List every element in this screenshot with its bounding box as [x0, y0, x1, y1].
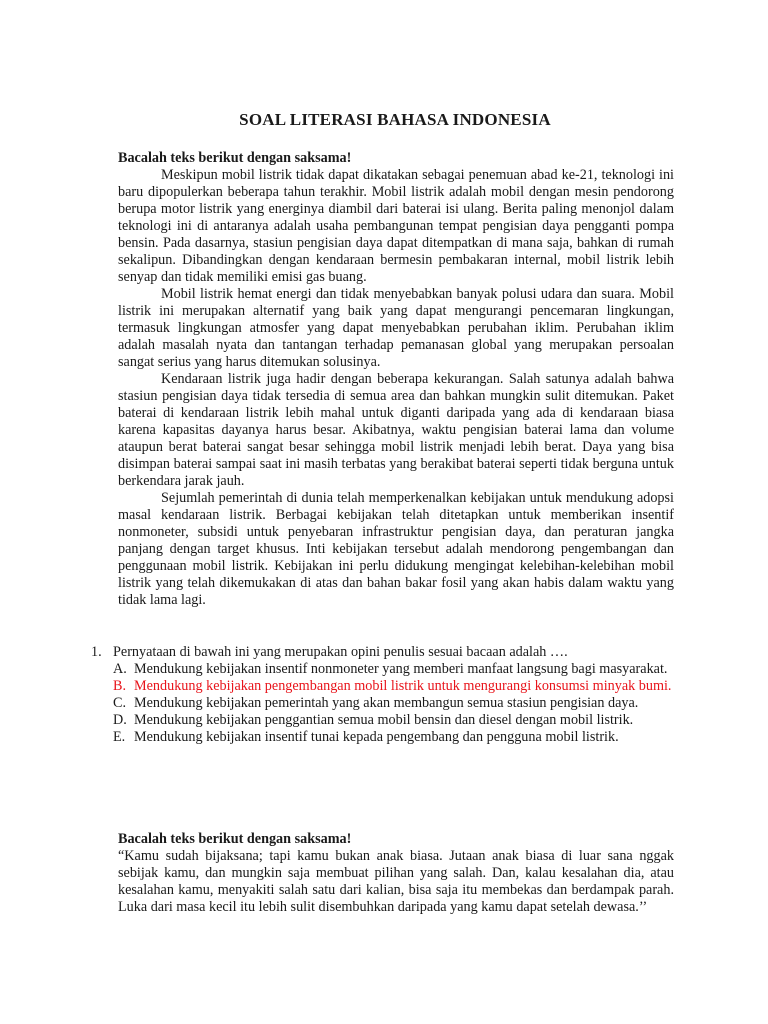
option-b-correct[interactable] — [113, 678, 674, 695]
option-letter: B. — [113, 678, 127, 694]
paragraph-4: Sejumlah pemerintah di dunia telah memperkenalkan kebijakan untuk mendukung adopsi masal kendaraan listrik. Berbagai kebijakan telah ditetapkan untuk memberikan insentif nonmoneter, subsidi untuk penyebaran infrastruktur pengisian daya, dan peraturan jangka panjang dengan target khusus. Inti kebijakan tersebut adalah mendorong pengembangan dan penggunaan mobil listrik. Kebijakan ini perlu didukung mengingat kelebihan-kelebihan mobil listrik yang telah dikemukakan di atas dan bahan bakar fosil yang akan habis dalam waktu yang tidak lama lagi. — [118, 490, 674, 608]
question-stem — [91, 644, 674, 661]
option-text: Mendukung kebijakan insentif tunai kepada pengembang dan pengguna mobil listrik. — [134, 729, 619, 745]
option-letter: C. — [113, 695, 127, 711]
option-text: Mendukung kebijakan pemerintah yang akan membangun semua stasiun pengisian daya. — [134, 695, 639, 711]
paragraph-2: Mobil listrik hemat energi dan tidak menyebabkan banyak polusi udara dan suara. Mobil listrik ini merupakan alternatif yang baik yang dapat mengurangi pencemaran lingkungan, termasuk lingkungan atmosfer yang dapat menyebabkan perubahan iklim. Perubahan iklim adalah masalah nyata dan tantangan terhadap pemanasan global yang merupakan persoalan sangat serius yang harus ditemukan solusinya. — [118, 286, 674, 370]
quote-paragraph: “Kamu sudah bijaksana; tapi kamu bukan anak biasa. Jutaan anak biasa di luar sana nggak sebijak kamu, dan mungkin saja membuat pilihan yang salah. Dan, kalau kesalahan dia, atau kesalahan kamu, menyakiti salah satu dari kalian, bisa saja itu membekas dan berdampak parah. Luka dari masa kecil itu lebih sulit disembuhkan daripada yang kamu dapat setelah dewasa.’’ — [118, 848, 674, 915]
section-2-heading: Bacalah teks berikut dengan saksama! — [118, 831, 352, 847]
paragraph-1: Meskipun mobil listrik tidak dapat dikatakan sebagai penemuan abad ke-21, teknologi ini baru dipopulerkan beberapa tahun terakhir. Mobil listrik adalah mobil dengan mesin pendorong berupa motor listrik yang energinya diambil dari baterai isi ulang. Berita paling menonjol dalam teknologi ini di antaranya adalah usaha pembangunan tempat pengisian daya pengganti pompa bensin. Pada dasarnya, stasiun pengisian daya dapat ditempatkan di mana saja, bahkan di rumah sekalipun. Dibandingkan dengan kendaraan bermesin pembakaran internal, mobil listrik lebih senyap dan tidak memiliki emisi gas buang. — [118, 167, 674, 285]
option-text: Mendukung kebijakan insentif nonmoneter yang memberi manfaat langsung bagi masyarakat. — [134, 661, 668, 677]
option-d[interactable] — [113, 712, 674, 729]
paragraph-3: Kendaraan listrik juga hadir dengan beberapa kekurangan. Salah satunya adalah bahwa stasiun pengisian daya tidak tersedia di semua area dan bahkan mungkin sulit ditemukan. Paket baterai di kendaraan listrik lebih mahal untuk diganti daripada yang ada di kendaraan biasa karena kapasitas dayanya harus besar. Akibatnya, waktu pengisian baterai lama dan volume ataupun berat baterai sangat besar sehingga mobil listrik menjadi lebih berat. Daya yang bisa disimpan baterai sampai saat ini masih terbatas yang berakibat baterai seperti tidak berguna untuk berkendara jarak jauh. — [118, 371, 674, 489]
option-letter: D. — [113, 712, 127, 728]
option-e[interactable] — [113, 729, 674, 746]
question-number: 1. — [91, 644, 102, 660]
option-letter: E. — [113, 729, 126, 745]
option-letter: A. — [113, 661, 127, 677]
option-text: Mendukung kebijakan penggantian semua mobil bensin dan diesel dengan mobil listrik. — [134, 712, 634, 728]
reading-section-1 — [118, 150, 674, 609]
question-1 — [91, 644, 674, 746]
option-a[interactable] — [113, 661, 674, 678]
option-text: Mendukung kebijakan pengembangan mobil listrik untuk mengurangi konsumsi minyak bumi. — [134, 678, 672, 694]
section-1-heading: Bacalah teks berikut dengan saksama! — [118, 150, 352, 166]
document-title: SOAL LITERASI BAHASA INDONESIA — [239, 110, 551, 129]
option-c[interactable] — [113, 695, 674, 712]
reading-section-2 — [118, 831, 674, 916]
question-text: Pernyataan di bawah ini yang merupakan opini penulis sesuai bacaan adalah …. — [113, 644, 568, 660]
answer-options — [113, 661, 674, 746]
